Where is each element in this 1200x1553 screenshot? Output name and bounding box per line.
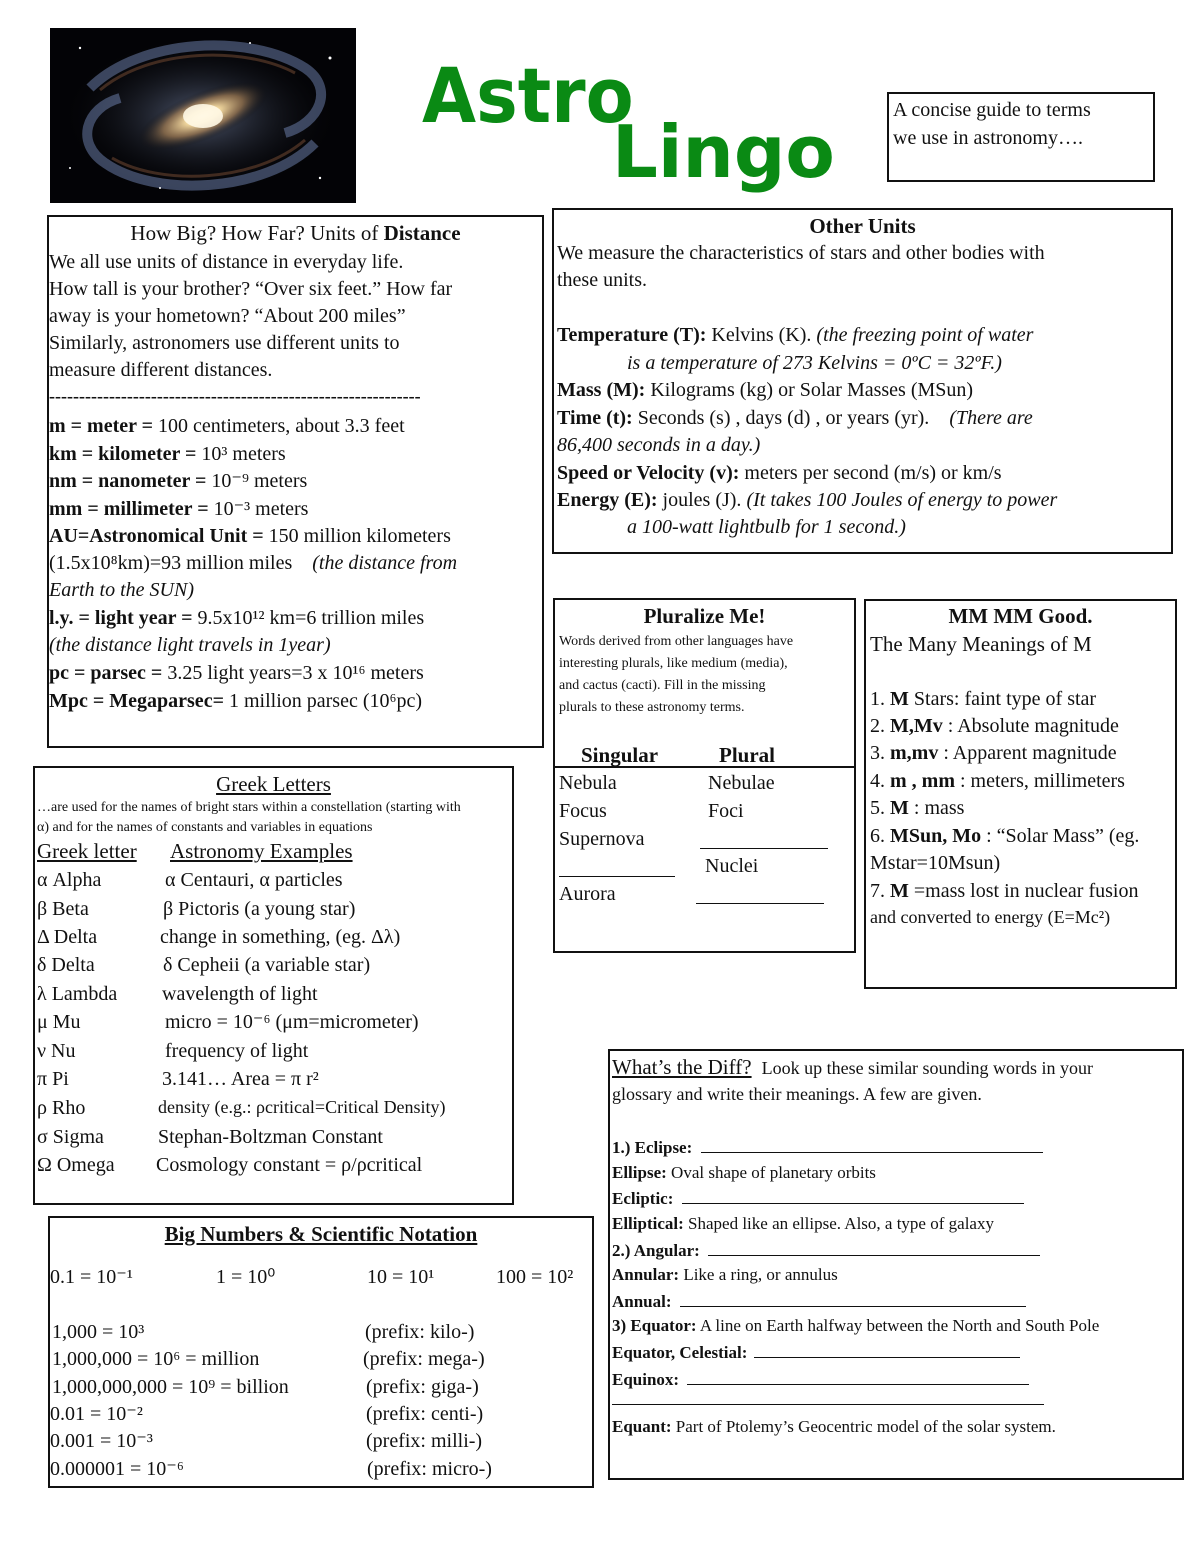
- diff-intro-2: glossary and write their meanings. A few are given.: [612, 1084, 982, 1104]
- unit-parsec-def: 3.25 light years=3 x 10¹⁶ meters: [167, 662, 424, 684]
- unit-millimeter-def: 10⁻³ meters: [213, 498, 309, 520]
- mm-item-1: [870, 689, 1096, 709]
- mm-item-7-num: 7.: [870, 880, 885, 902]
- diff-angular-blank[interactable]: [708, 1239, 1040, 1256]
- greek-section: [33, 766, 514, 1205]
- mm-item-7-term: M: [890, 880, 909, 902]
- tagline-line1: A concise guide to terms: [893, 99, 1091, 121]
- sci-centi-prefix: (prefix: centi-): [366, 1403, 484, 1425]
- mm-subtitle: The Many Meanings of M: [870, 632, 1092, 656]
- plural-row-1-singular: Nebula: [559, 772, 617, 794]
- mm-item-3-num: 3.: [870, 742, 885, 764]
- greek-alpha-example: α Centauri, α particles: [165, 869, 343, 891]
- mm-item-5: [870, 798, 964, 818]
- greek-sigma-letter: σ Sigma: [37, 1126, 104, 1148]
- greek-intro-2: α) and for the names of constants and variables in equations: [37, 820, 373, 835]
- diff-ecliptic-blank[interactable]: [682, 1187, 1024, 1204]
- diff-elliptical: [612, 1215, 994, 1232]
- diff-intro-text-1: Look up these similar sounding words in your: [761, 1058, 1094, 1078]
- mm-item-6-line2: Mstar=10Msun): [870, 852, 1001, 874]
- greek-sigma-example: Stephan-Boltzman Constant: [158, 1126, 383, 1148]
- diff-ecliptic: [612, 1187, 1024, 1207]
- diff-annual: [612, 1290, 1026, 1310]
- au-conversion: (1.5x10⁸km)=93 million miles: [49, 552, 293, 574]
- mm-item-6-term: MSun, Mo: [890, 825, 982, 847]
- unit-megaparsec: [49, 691, 422, 711]
- distance-divider: --------------------------------------------------------------: [49, 386, 421, 406]
- distance-intro-2: How tall is your brother? “Over six feet.” How far: [49, 278, 453, 300]
- greek-pi-letter: π Pi: [37, 1068, 69, 1090]
- diff-equator-label: 3) Equator:: [612, 1316, 697, 1335]
- mm-section: [864, 599, 1177, 989]
- column-plural: Plural: [719, 743, 775, 767]
- speed-line: [557, 463, 1002, 483]
- greek-pi-example: 3.141… Area = π r²: [162, 1068, 319, 1090]
- unit-meter-term: m = meter =: [49, 415, 154, 437]
- unit-megaparsec-def: 1 million parsec (10⁶pc): [228, 690, 422, 712]
- unit-lightyear-def: 9.5x10¹² km=6 trillion miles: [197, 607, 425, 629]
- greek-nu-example: frequency of light: [165, 1040, 309, 1062]
- distance-intro-4: Similarly, astronomers use different units to: [49, 332, 400, 354]
- mass-line: [557, 380, 973, 400]
- title-lingo: Lingo: [612, 110, 835, 194]
- diff-ellipse-label: Ellipse:: [612, 1163, 667, 1182]
- greek-delta-lower-letter: δ Delta: [37, 954, 95, 976]
- unit-parsec-term: pc = parsec =: [49, 662, 163, 684]
- plural-row-1-plural: Nebulae: [708, 772, 775, 794]
- distance-heading-part3: Distance: [383, 221, 461, 245]
- greek-col-examples: Astronomy Examples: [170, 839, 353, 863]
- diff-annular-label: Annular:: [612, 1265, 680, 1284]
- sci-giga-prefix: (prefix: giga-): [366, 1376, 479, 1398]
- mm-item-5-term: M: [890, 797, 909, 819]
- diff-equinox: [612, 1368, 1029, 1388]
- plural-row-4-plural: Nuclei: [705, 855, 759, 877]
- diff-annular-def: Like a ring, or annulus: [683, 1265, 838, 1284]
- diff-annual-blank[interactable]: [680, 1290, 1026, 1307]
- mm-item-5-num: 5.: [870, 797, 885, 819]
- distance-intro-3: away is your hometown? “About 200 miles”: [49, 305, 406, 327]
- galaxy-image: [50, 28, 356, 203]
- mm-item-2-term: M,Mv: [890, 715, 943, 737]
- unit-au-line2: [49, 553, 457, 573]
- speed-label: Speed or Velocity (v):: [557, 462, 740, 484]
- diff-equinox-blank[interactable]: [687, 1368, 1029, 1385]
- unit-kilometer-term: km = kilometer =: [49, 443, 197, 465]
- diff-angular: [612, 1239, 1040, 1259]
- time-def: Seconds (s) , days (d) , or years (yr).: [637, 407, 930, 429]
- other-units-intro-1: We measure the characteristics of stars and other bodies with: [557, 242, 1045, 264]
- mm-item-4-num: 4.: [870, 770, 885, 792]
- pluralize-heading: Pluralize Me!: [643, 604, 766, 628]
- tagline-box: [887, 92, 1155, 182]
- sci-centi-value: 0.01 = 10⁻²: [50, 1403, 143, 1425]
- temperature-def: Kelvins (K).: [711, 324, 812, 346]
- diff-celestial-equator-blank[interactable]: [754, 1341, 1020, 1358]
- unit-au-term: AU=Astronomical Unit =: [49, 525, 264, 547]
- mm-item-5-def: : mass: [913, 797, 965, 819]
- au-note-1: (the distance from: [312, 552, 458, 574]
- greek-omega-letter: Ω Omega: [37, 1154, 115, 1176]
- time-line: [557, 408, 1033, 428]
- greek-col-letter: Greek letter: [37, 839, 137, 863]
- diff-equant-label: Equant:: [612, 1417, 672, 1436]
- diff-elliptical-label: Elliptical:: [612, 1214, 684, 1233]
- greek-delta-upper-letter: Δ Delta: [37, 926, 98, 948]
- unit-millimeter-term: mm = millimeter =: [49, 498, 209, 520]
- mass-def: Kilograms (kg) or Solar Masses (MSun): [650, 379, 974, 401]
- greek-delta-upper-example: change in something, (eg. Δλ): [160, 926, 401, 948]
- diff-equant: [612, 1418, 1056, 1435]
- greek-rho-letter: ρ Rho: [37, 1097, 86, 1119]
- au-note-2: Earth to the SUN): [49, 579, 194, 601]
- plural-row-2-plural: Foci: [708, 800, 744, 822]
- mm-item-6: [870, 826, 1139, 846]
- mm-item-6-num: 6.: [870, 825, 885, 847]
- greek-intro-1: …are used for the names of bright stars within a constellation (starting with: [37, 800, 461, 815]
- sci-row1-col3: 10 = 10¹: [367, 1266, 435, 1288]
- unit-au: [49, 526, 451, 546]
- other-units-intro-2: these units.: [557, 269, 647, 291]
- other-units-section: [552, 208, 1173, 554]
- plural-row-3-blank[interactable]: [700, 832, 828, 849]
- unit-kilometer-def: 10³ meters: [201, 443, 286, 465]
- lightyear-note: (the distance light travels in 1year): [49, 634, 331, 656]
- unit-parsec: [49, 663, 424, 683]
- distance-heading-part1: How Big? How Far?: [130, 221, 305, 245]
- mm-item-2: [870, 716, 1119, 736]
- mass-label: Mass (M):: [557, 379, 646, 401]
- sci-kilo-prefix: (prefix: kilo-): [365, 1321, 475, 1343]
- mm-item-1-num: 1.: [870, 688, 885, 710]
- mm-item-7: [870, 881, 1138, 901]
- unit-megaparsec-term: Mpc = Megaparsec=: [49, 690, 224, 712]
- mm-item-6-def: : “Solar Mass” (eg.: [986, 825, 1140, 847]
- mm-item-1-term: M: [890, 688, 909, 710]
- galaxy-illustration: [50, 28, 356, 203]
- mm-item-3-def: : Apparent magnitude: [943, 742, 1117, 764]
- unit-nanometer-term: nm = nanometer =: [49, 470, 207, 492]
- diff-angular-label: 2.) Angular:: [612, 1241, 700, 1260]
- mm-item-3-term: m,mv: [890, 742, 939, 764]
- energy-note-2: a 100-watt lightbulb for 1 second.): [627, 516, 906, 538]
- greek-beta-letter: β Beta: [37, 898, 89, 920]
- time-label: Time (t):: [557, 407, 633, 429]
- diff-elliptical-def: Shaped like an ellipse. Also, a type of galaxy: [688, 1214, 994, 1233]
- other-units-heading: Other Units: [809, 214, 916, 238]
- diff-annular: [612, 1266, 838, 1283]
- distance-heading: [49, 223, 542, 244]
- sci-giga-value: 1,000,000,000 = 10⁹ = billion: [52, 1376, 289, 1398]
- greek-rho-example: density (e.g.: ρcritical=Critical Density): [158, 1097, 446, 1117]
- diff-ellipse-def: Oval shape of planetary orbits: [671, 1163, 876, 1182]
- sci-micro-prefix: (prefix: micro-): [367, 1458, 492, 1480]
- distance-intro-5: measure different distances.: [49, 359, 273, 381]
- mm-item-7-def: =mass lost in nuclear fusion: [913, 880, 1139, 902]
- diff-equinox-label: Equinox:: [612, 1370, 680, 1389]
- unit-lightyear-term: l.y. = light year =: [49, 607, 193, 629]
- diff-ecliptic-label: Ecliptic:: [612, 1189, 674, 1208]
- big-numbers-heading: Big Numbers & Scientific Notation: [164, 1222, 478, 1246]
- mm-item-2-def: : Absolute magnitude: [947, 715, 1119, 737]
- diff-heading: What’s the Diff?: [612, 1055, 752, 1079]
- greek-lambda-letter: λ Lambda: [37, 983, 118, 1005]
- pluralize-section: [553, 598, 856, 953]
- sci-micro-value: 0.000001 = 10⁻⁶: [50, 1458, 184, 1480]
- unit-au-def: 150 million kilometers: [268, 525, 451, 547]
- mm-item-3: [870, 743, 1117, 763]
- energy-def: joules (J).: [662, 489, 742, 511]
- diff-eclipse: [612, 1136, 1043, 1156]
- mm-item-2-num: 2.: [870, 715, 885, 737]
- distance-heading-part2: Units of: [310, 221, 379, 245]
- plural-table-rule: [555, 766, 854, 768]
- plural-row-4-blank[interactable]: [559, 860, 675, 877]
- sci-row1-col1: 0.1 = 10⁻¹: [50, 1266, 133, 1288]
- pluralize-intro-4: plurals to these astronomy terms.: [559, 700, 745, 715]
- unit-meter-def: 100 centimeters, about 3.3 feet: [158, 415, 405, 437]
- greek-omega-example: Cosmology constant = ρ/ρcritical: [156, 1154, 423, 1176]
- title-astro: Astro: [422, 51, 634, 140]
- plural-row-2-singular: Focus: [559, 800, 607, 822]
- diff-annual-label: Annual:: [612, 1292, 672, 1311]
- temperature-label: Temperature (T):: [557, 324, 707, 346]
- sci-mega-prefix: (prefix: mega-): [363, 1348, 485, 1370]
- mm-item-4-def: : meters, millimeters: [959, 770, 1125, 792]
- greek-delta-lower-example: δ Cepheii (a variable star): [163, 954, 371, 976]
- energy-line: [557, 490, 1057, 510]
- diff-eclipse-blank[interactable]: [701, 1136, 1043, 1153]
- sci-mega-value: 1,000,000 = 10⁶ = million: [52, 1348, 260, 1370]
- pluralize-intro-2: interesting plurals, like medium (media),: [559, 656, 788, 671]
- temperature-line: [557, 325, 1033, 345]
- diff-section: [608, 1049, 1184, 1480]
- diff-equant-def: Part of Ptolemy’s Geocentric model of the solar system.: [675, 1417, 1056, 1436]
- temperature-note-1: (the freezing point of water: [816, 324, 1034, 346]
- diff-celestial-equator: [612, 1341, 1020, 1361]
- diff-intro-1: [612, 1057, 1093, 1078]
- big-numbers-section: [48, 1216, 594, 1488]
- unit-nanometer: [49, 471, 307, 491]
- tagline-line2: we use in astronomy….: [893, 127, 1083, 149]
- distance-section: [47, 215, 544, 748]
- greek-heading: Greek Letters: [216, 772, 331, 796]
- sci-row1-col2: 1 = 10⁰: [216, 1266, 276, 1288]
- unit-kilometer: [49, 444, 286, 464]
- diff-eclipse-label: 1.) Eclipse:: [612, 1138, 693, 1157]
- energy-label: Energy (E):: [557, 489, 658, 511]
- sci-row1-col4: 100 = 10²: [496, 1266, 574, 1288]
- greek-lambda-example: wavelength of light: [162, 983, 318, 1005]
- unit-millimeter: [49, 499, 308, 519]
- distance-intro-1: We all use units of distance in everyday life.: [49, 251, 404, 273]
- mm-heading: MM MM Good.: [948, 604, 1093, 628]
- sci-kilo-value: 1,000 = 10³: [52, 1321, 145, 1343]
- greek-mu-letter: μ Mu: [37, 1011, 81, 1033]
- diff-extra-line: [612, 1404, 1044, 1405]
- energy-note-1: (It takes 100 Joules of energy to power: [746, 489, 1058, 511]
- time-note-2: 86,400 seconds in a day.): [557, 434, 761, 456]
- time-note-1: (There are: [949, 407, 1033, 429]
- column-singular: Singular: [581, 743, 659, 767]
- sci-milli-prefix: (prefix: milli-): [366, 1430, 483, 1452]
- mm-item-1-def: Stars: faint type of star: [913, 688, 1097, 710]
- greek-mu-example: micro = 10⁻⁶ (μm=micrometer): [165, 1011, 419, 1033]
- plural-row-5-singular: Aurora: [559, 883, 616, 905]
- diff-celestial-equator-label: Equator, Celestial:: [612, 1343, 748, 1362]
- diff-ellipse: [612, 1164, 876, 1181]
- mm-item-4-term: m , mm: [890, 770, 955, 792]
- greek-alpha-letter: α Alpha: [37, 869, 102, 891]
- pluralize-intro-1: Words derived from other languages have: [559, 634, 794, 649]
- pluralize-intro-3: and cactus (cacti). Fill in the missing: [559, 678, 766, 693]
- unit-nanometer-def: 10⁻⁹ meters: [211, 470, 308, 492]
- sci-milli-value: 0.001 = 10⁻³: [50, 1430, 153, 1452]
- diff-equator-def: A line on Earth halfway between the North and South Pole: [699, 1316, 1100, 1335]
- mm-item-4: [870, 771, 1125, 791]
- mm-item-7-line2: and converted to energy (E=Mc²): [870, 907, 1111, 927]
- greek-nu-letter: ν Nu: [37, 1040, 76, 1062]
- unit-lightyear: [49, 608, 424, 628]
- plural-row-3-singular: Supernova: [559, 828, 645, 850]
- greek-beta-example: β Pictoris (a young star): [163, 898, 356, 920]
- speed-def: meters per second (m/s) or km/s: [744, 462, 1002, 484]
- plural-row-5-blank[interactable]: [696, 887, 824, 904]
- unit-meter: [49, 416, 405, 436]
- temperature-note-2: is a temperature of 273 Kelvins = 0ºC = 32ºF.): [627, 352, 1002, 374]
- diff-equator: [612, 1317, 1099, 1334]
